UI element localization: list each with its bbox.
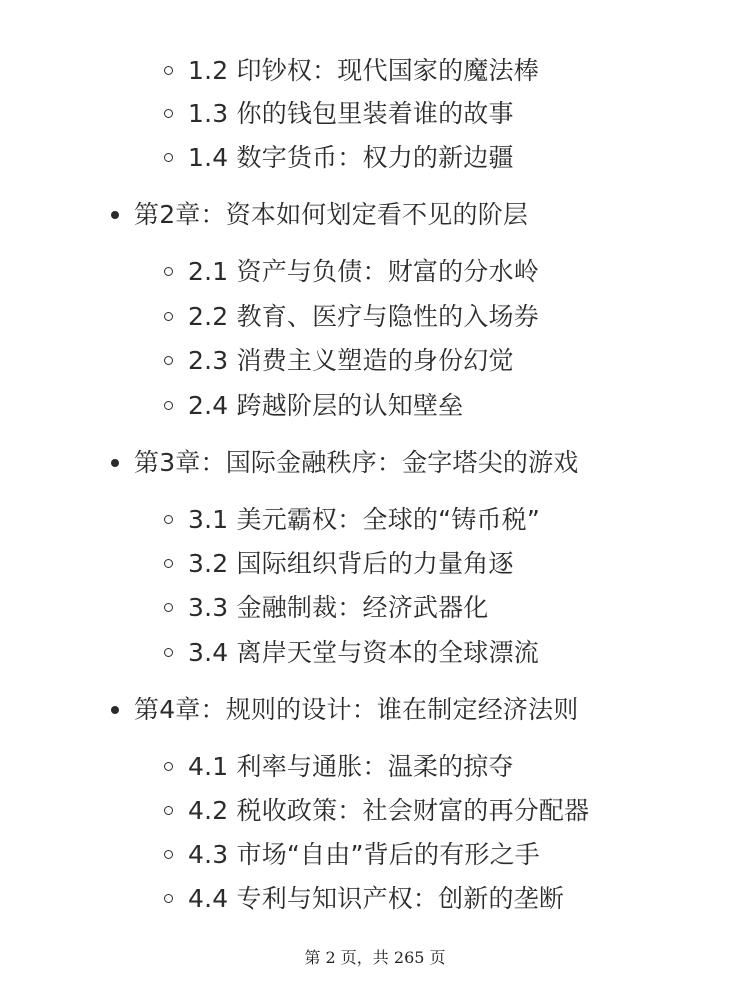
filled-bullet-icon: [111, 706, 119, 714]
toc-item: [188, 794, 589, 828]
hollow-bullet-icon: [164, 401, 173, 410]
hollow-bullet-icon: [164, 806, 173, 815]
toc-item: [188, 300, 539, 334]
toc-item-label: 2.1 资产与负债：财富的分水岭: [188, 257, 539, 286]
hollow-bullet-icon: [164, 312, 173, 321]
page-number-footer: 第 2 页，共 265 页: [304, 948, 446, 967]
hollow-bullet-icon: [164, 762, 173, 771]
toc-item-label: 1.3 你的钱包里装着谁的故事: [188, 99, 514, 128]
toc-item-label: 4.4 专利与知识产权：创新的垄断: [188, 884, 565, 913]
toc-chapter: [134, 446, 579, 480]
toc-item: [188, 591, 489, 625]
toc-chapter-label: 第3章：国际金融秩序：金字塔尖的游戏: [134, 448, 579, 477]
hollow-bullet-icon: [164, 153, 173, 162]
hollow-bullet-icon: [164, 603, 173, 612]
toc-item: [188, 344, 514, 378]
toc-item-label: 2.3 消费主义塑造的身份幻觉: [188, 346, 514, 375]
hollow-bullet-icon: [164, 648, 173, 657]
toc-item-label: 3.2 国际组织背后的力量角逐: [188, 549, 514, 578]
toc-item-label: 2.4 跨越阶层的认知壁垒: [188, 391, 464, 420]
toc-item-label: 2.2 教育、医疗与隐性的入场券: [188, 302, 539, 331]
toc-chapter: [134, 198, 528, 232]
toc-item: [188, 503, 540, 537]
hollow-bullet-icon: [164, 356, 173, 365]
toc-item-label: 3.3 金融制裁：经济武器化: [188, 593, 489, 622]
toc-chapter: [134, 693, 579, 727]
toc-item-label: 4.3 市场“自由”背后的有形之手: [188, 840, 541, 869]
toc-item: [188, 141, 514, 175]
toc-item: [188, 54, 539, 88]
hollow-bullet-icon: [164, 66, 173, 75]
toc-chapter-label: 第4章：规则的设计：谁在制定经济法则: [134, 695, 579, 724]
hollow-bullet-icon: [164, 267, 173, 276]
filled-bullet-icon: [111, 211, 119, 219]
toc-item: [188, 547, 514, 581]
toc-item: [188, 97, 514, 131]
toc-item-label: 3.1 美元霸权：全球的“铸币税”: [188, 505, 541, 534]
hollow-bullet-icon: [164, 894, 173, 903]
toc-item-label: 4.1 利率与通胀：温柔的掠夺: [188, 752, 514, 781]
toc-item-label: 1.4 数字货币：权力的新边疆: [188, 143, 514, 172]
hollow-bullet-icon: [164, 559, 173, 568]
hollow-bullet-icon: [164, 109, 173, 118]
toc-item: [188, 389, 463, 423]
filled-bullet-icon: [111, 459, 119, 467]
toc-item: [188, 882, 564, 916]
toc-item: [188, 636, 539, 670]
toc-item-label: 4.2 税收政策：社会财富的再分配器: [188, 796, 590, 825]
hollow-bullet-icon: [164, 515, 173, 524]
hollow-bullet-icon: [164, 850, 173, 859]
toc-item: [188, 838, 540, 872]
toc-item-label: 3.4 离岸天堂与资本的全球漂流: [188, 638, 539, 667]
toc-chapter-label: 第2章：资本如何划定看不见的阶层: [134, 200, 529, 229]
toc-item-label: 1.2 印钞权：现代国家的魔法棒: [188, 56, 539, 85]
toc-item: [188, 255, 539, 289]
toc-item: [188, 750, 514, 784]
